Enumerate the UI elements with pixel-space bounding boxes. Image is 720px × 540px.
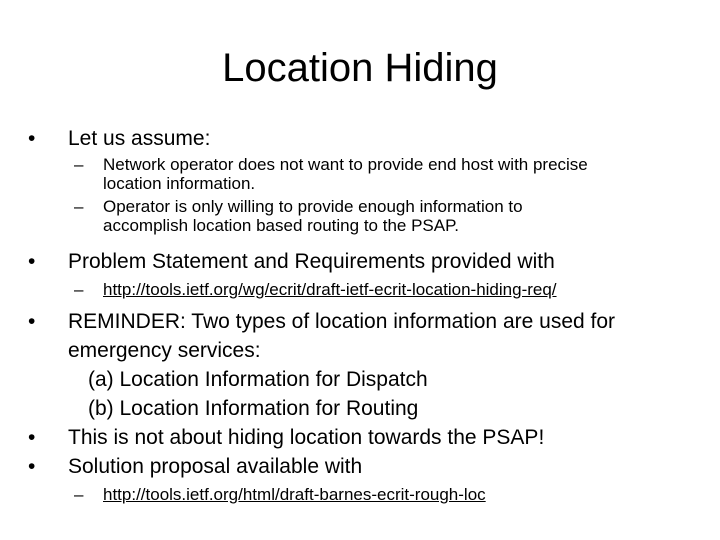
bullet-solution-proposal [28,452,708,481]
sub-bullet-line: Network operator does not want to provide end host with precise [103,155,588,174]
dash-icon: – [74,280,84,299]
bullet-text-line: REMINDER: Two types of location information are used for [68,310,616,333]
sub-bullet-line: accomplish location based routing to the PSAP. [103,216,459,235]
bullet-reminder [28,307,708,423]
dash-icon: – [74,155,84,174]
bullet-let-us-assume [28,124,708,153]
bullet-not-about-hiding [28,423,708,452]
sub-bullet-requirements-link [28,280,708,299]
bullet-icon: • [28,127,36,150]
requirements-draft-link[interactable]: http://tools.ietf.org/wg/ecrit/draft-ietf-ecrit-location-hiding-req/ [103,280,557,299]
bullet-text: Solution proposal available with [68,455,363,478]
bullet-icon: • [28,250,36,273]
sub-bullet-line: location information. [103,174,256,193]
bullet-icon: • [28,455,36,478]
bullet-icon: • [28,426,36,449]
bullet-text-line: emergency services: [68,339,261,362]
bullet-text: Problem Statement and Requirements provided with [68,250,555,273]
dash-icon: – [74,485,84,504]
sub-bullet-solution-link [28,485,708,504]
dash-icon: – [74,197,84,216]
bullet-problem-statement [28,247,708,276]
rough-loc-draft-link[interactable]: http://tools.ietf.org/html/draft-barnes-ecrit-rough-loc [103,485,486,504]
sub-bullet-operator-willing [28,197,708,235]
bullet-text-line: (a) Location Information for Dispatch [88,368,428,391]
bullet-icon: • [28,310,36,333]
sub-bullet-line: Operator is only willing to provide enough information to [103,197,523,216]
slide-title: Location Hiding [222,46,498,90]
sub-bullet-network-operator [28,155,708,193]
bullet-text: This is not about hiding location towards the PSAP! [68,426,545,449]
slide-body [28,124,708,504]
bullet-text-line: (b) Location Information for Routing [88,397,419,420]
bullet-text: Let us assume: [68,127,211,150]
